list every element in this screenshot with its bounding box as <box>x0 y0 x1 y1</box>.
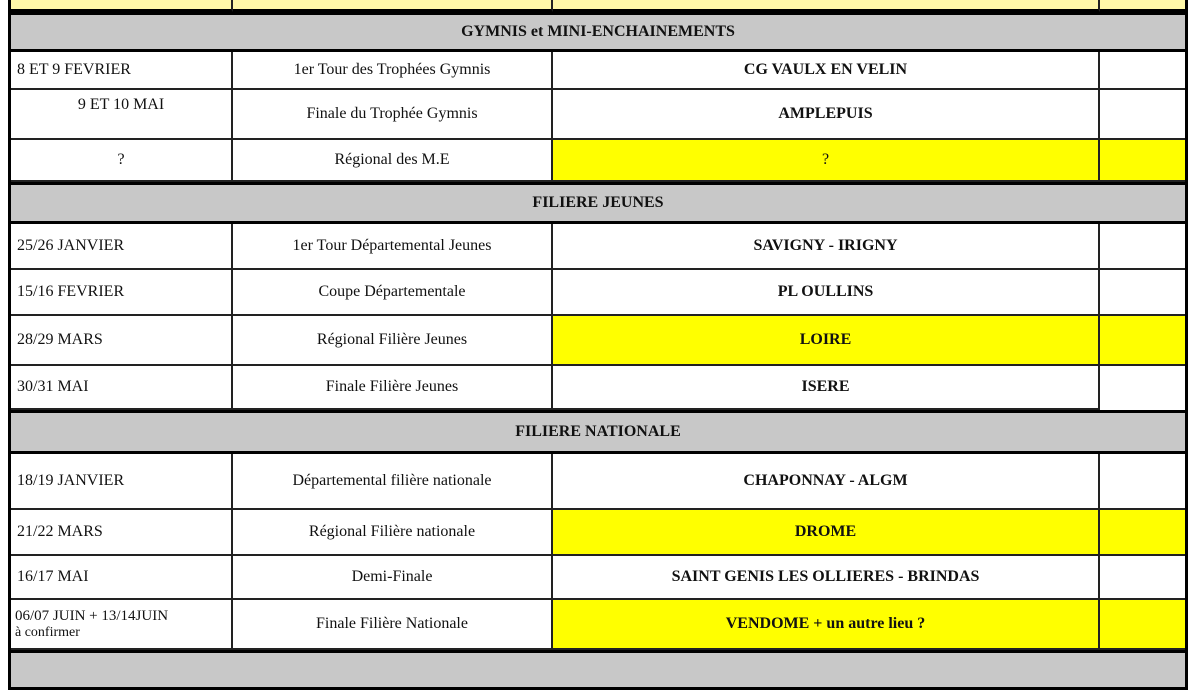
extra-cell <box>1100 510 1185 556</box>
extra-cell <box>1100 600 1185 650</box>
header-cell-date <box>11 0 233 12</box>
date-cell: 15/16 FEVRIER <box>11 270 233 316</box>
date-text: ? <box>117 151 125 168</box>
date-note: à confirmer <box>15 624 80 640</box>
date-cell: 18/19 JANVIER <box>11 454 233 510</box>
lieu-cell: CHAPONNAY - ALGM <box>553 454 1100 510</box>
table-row <box>11 600 1185 650</box>
section-title-clipped <box>11 650 1185 690</box>
lieu-cell: LOIRE <box>553 316 1100 366</box>
competition-cell: Départemental filière nationale <box>233 454 553 510</box>
competition-calendar-table <box>8 0 1188 690</box>
table-row <box>11 140 1185 182</box>
competition-cell: 1er Tour des Trophées Gymnis <box>233 52 553 90</box>
date-text: 06/07 JUIN + 13/14JUIN <box>15 607 169 624</box>
lieu-cell: ISERE <box>553 366 1100 410</box>
table-row <box>11 90 1185 140</box>
extra-cell <box>1100 556 1185 600</box>
table-row <box>11 52 1185 90</box>
table-row <box>11 316 1185 366</box>
table-row <box>11 366 1185 410</box>
date-cell: 28/29 MARS <box>11 316 233 366</box>
extra-cell <box>1100 52 1185 90</box>
competition-cell: Régional des M.E <box>233 140 553 182</box>
competition-cell: Régional Filière nationale <box>233 510 553 556</box>
competition-cell: Finale Filière Nationale <box>233 600 553 650</box>
table-row <box>11 270 1185 316</box>
lieu-cell: SAVIGNY - IRIGNY <box>553 224 1100 270</box>
lieu-cell: AMPLEPUIS <box>553 90 1100 140</box>
competition-cell: Coupe Départementale <box>233 270 553 316</box>
date-cell: 25/26 JANVIER <box>11 224 233 270</box>
extra-cell <box>1100 224 1185 270</box>
lieu-cell: ? <box>553 140 1100 182</box>
section-title-filiere-nationale: FILIERE NATIONALE <box>11 410 1185 454</box>
competition-cell: Régional Filière Jeunes <box>233 316 553 366</box>
section-title-filiere-jeunes: FILIERE JEUNES <box>11 182 1185 224</box>
date-cell <box>11 600 233 650</box>
competition-cell: 1er Tour Départemental Jeunes <box>233 224 553 270</box>
lieu-cell: VENDOME + un autre lieu ? <box>553 600 1100 650</box>
extra-cell <box>1100 366 1185 410</box>
date-cell <box>11 140 233 182</box>
section-title-gymnis: GYMNIS et MINI-ENCHAINEMENTS <box>11 12 1185 52</box>
date-cell: 30/31 MAI <box>11 366 233 410</box>
date-cell: 8 ET 9 FEVRIER <box>11 52 233 90</box>
date-cell: 9 ET 10 MAI <box>11 90 233 140</box>
header-cell-competition <box>233 0 553 12</box>
table-header-row <box>11 0 1185 12</box>
table-row <box>11 510 1185 556</box>
table-row <box>11 224 1185 270</box>
extra-cell <box>1100 90 1185 140</box>
extra-cell <box>1100 140 1185 182</box>
header-cell-lieu <box>553 0 1100 12</box>
header-cell-extra <box>1100 0 1185 12</box>
date-cell: 16/17 MAI <box>11 556 233 600</box>
extra-cell <box>1100 316 1185 366</box>
table-row <box>11 454 1185 510</box>
competition-cell: Demi-Finale <box>233 556 553 600</box>
table-row <box>11 556 1185 600</box>
lieu-cell: SAINT GENIS LES OLLIERES - BRINDAS <box>553 556 1100 600</box>
lieu-cell: CG VAULX EN VELIN <box>553 52 1100 90</box>
lieu-cell: DROME <box>553 510 1100 556</box>
extra-cell <box>1100 454 1185 510</box>
date-cell: 21/22 MARS <box>11 510 233 556</box>
competition-cell: Finale Filière Jeunes <box>233 366 553 410</box>
extra-cell <box>1100 270 1185 316</box>
competition-cell: Finale du Trophée Gymnis <box>233 90 553 140</box>
lieu-cell: PL OULLINS <box>553 270 1100 316</box>
